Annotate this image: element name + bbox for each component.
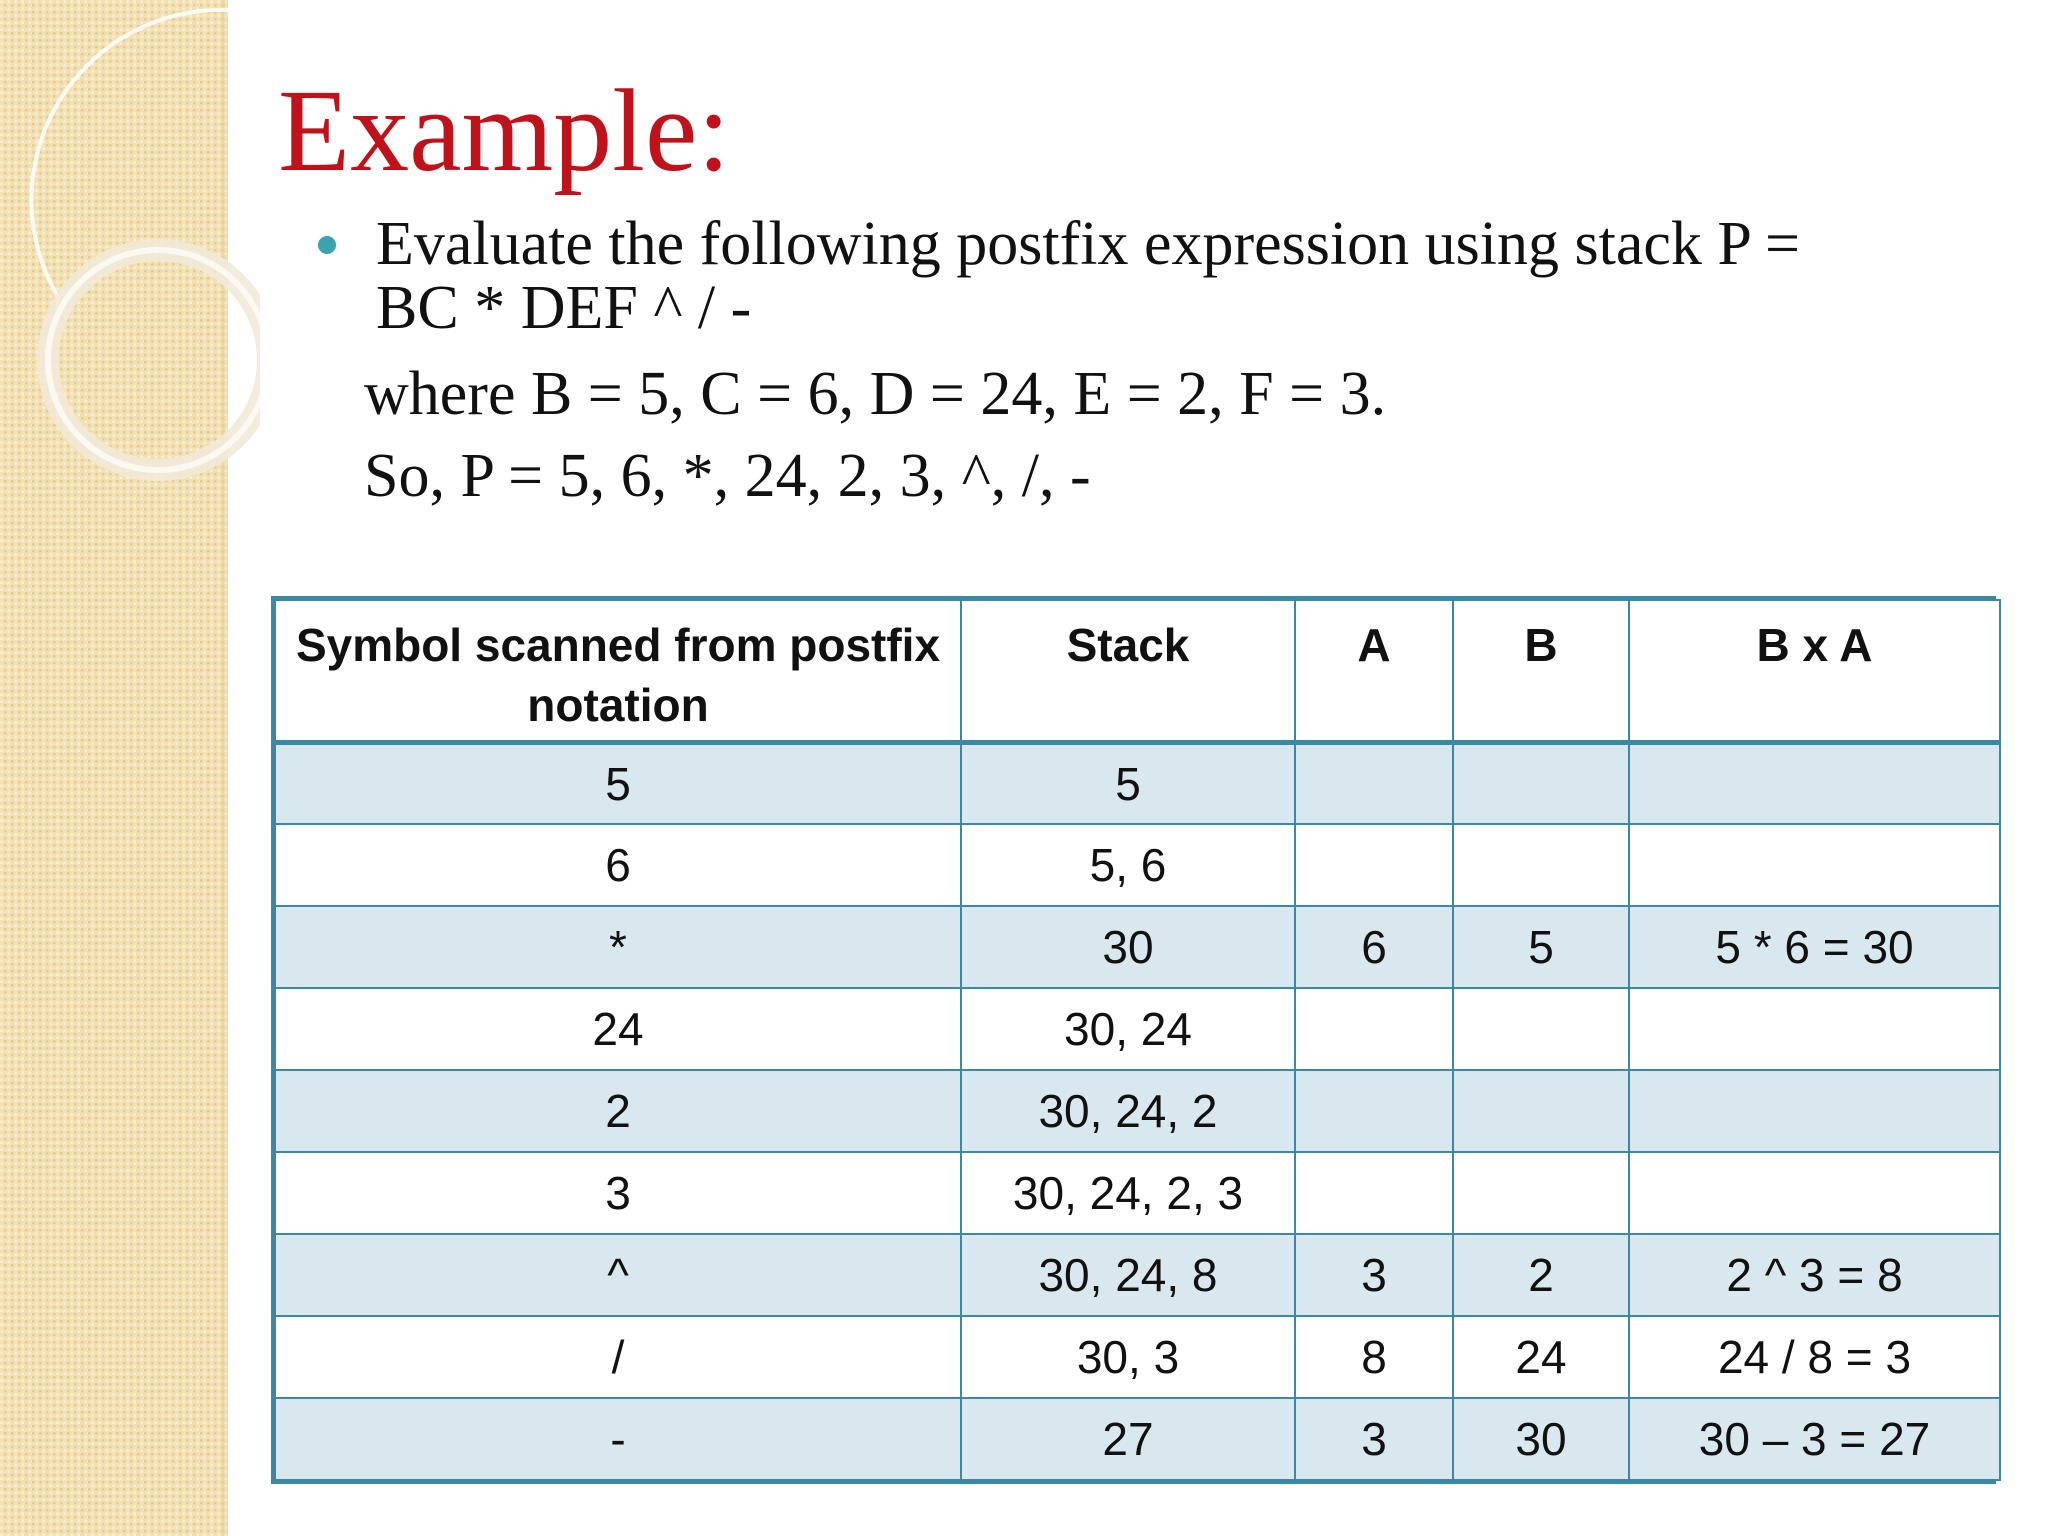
cell-symbol: 6 <box>275 824 961 906</box>
cell-b-x-a: 24 / 8 = 3 <box>1629 1316 2000 1398</box>
cell-b <box>1453 824 1629 906</box>
cell-b <box>1453 988 1629 1070</box>
cell-b-x-a <box>1629 988 2000 1070</box>
cell-b <box>1453 742 1629 824</box>
slide-title: Example: <box>278 65 731 196</box>
table-header-row <box>275 600 2000 742</box>
header-b: B <box>1453 600 1629 742</box>
table-row <box>275 1234 2000 1316</box>
expression-line: So, P = 5, 6, *, 24, 2, 3, ^, /, - <box>364 442 1091 510</box>
cell-b: 2 <box>1453 1234 1629 1316</box>
evaluation-table <box>271 596 1996 1484</box>
cell-a: 3 <box>1295 1234 1453 1316</box>
cell-a <box>1295 824 1453 906</box>
table-row <box>275 1316 2000 1398</box>
cell-stack: 30 <box>961 906 1295 988</box>
cell-b <box>1453 1152 1629 1234</box>
cell-symbol: ^ <box>275 1234 961 1316</box>
cell-b: 5 <box>1453 906 1629 988</box>
cell-stack: 30, 24 <box>961 988 1295 1070</box>
cell-b-x-a <box>1629 742 2000 824</box>
cell-a <box>1295 988 1453 1070</box>
cell-a: 8 <box>1295 1316 1453 1398</box>
cell-b-x-a <box>1629 1070 2000 1152</box>
table-row <box>275 1398 2000 1480</box>
cell-a <box>1295 1070 1453 1152</box>
header-a: A <box>1295 600 1453 742</box>
cell-a: 3 <box>1295 1398 1453 1480</box>
table-row <box>275 906 2000 988</box>
cell-symbol: * <box>275 906 961 988</box>
cell-b <box>1453 1070 1629 1152</box>
table-body <box>275 742 2000 1480</box>
table-row <box>275 1152 2000 1234</box>
cell-stack: 5 <box>961 742 1295 824</box>
table-row <box>275 988 2000 1070</box>
cell-b-x-a: 5 * 6 = 30 <box>1629 906 2000 988</box>
cell-stack: 30, 24, 2, 3 <box>961 1152 1295 1234</box>
cell-symbol: 24 <box>275 988 961 1070</box>
cell-symbol: - <box>275 1398 961 1480</box>
cell-stack: 27 <box>961 1398 1295 1480</box>
where-line: where B = 5, C = 6, D = 24, E = 2, F = 3. <box>364 360 1387 428</box>
cell-symbol: / <box>275 1316 961 1398</box>
header-stack: Stack <box>961 600 1295 742</box>
cell-stack: 30, 24, 8 <box>961 1234 1295 1316</box>
cell-b: 30 <box>1453 1398 1629 1480</box>
cell-symbol: 5 <box>275 742 961 824</box>
cell-b-x-a: 2 ^ 3 = 8 <box>1629 1234 2000 1316</box>
cell-a <box>1295 1152 1453 1234</box>
cell-a <box>1295 742 1453 824</box>
bullet-icon <box>318 236 336 254</box>
bullet-text-line2: BC * DEF ^ / - <box>376 274 752 342</box>
bullet-text-line1: Evaluate the following postfix expression using stack P = <box>376 210 1801 278</box>
cell-b-x-a <box>1629 1152 2000 1234</box>
decorative-rings <box>0 0 260 520</box>
cell-symbol: 3 <box>275 1152 961 1234</box>
cell-stack: 5, 6 <box>961 824 1295 906</box>
cell-stack: 30, 3 <box>961 1316 1295 1398</box>
table-row <box>275 1070 2000 1152</box>
cell-b-x-a <box>1629 824 2000 906</box>
cell-stack: 30, 24, 2 <box>961 1070 1295 1152</box>
cell-symbol: 2 <box>275 1070 961 1152</box>
header-symbol: Symbol scanned from postfix notation <box>275 600 961 742</box>
cell-a: 6 <box>1295 906 1453 988</box>
table-row <box>275 742 2000 824</box>
cell-b-x-a: 30 – 3 = 27 <box>1629 1398 2000 1480</box>
header-b-x-a: B x A <box>1629 600 2000 742</box>
table-row <box>275 824 2000 906</box>
cell-b: 24 <box>1453 1316 1629 1398</box>
